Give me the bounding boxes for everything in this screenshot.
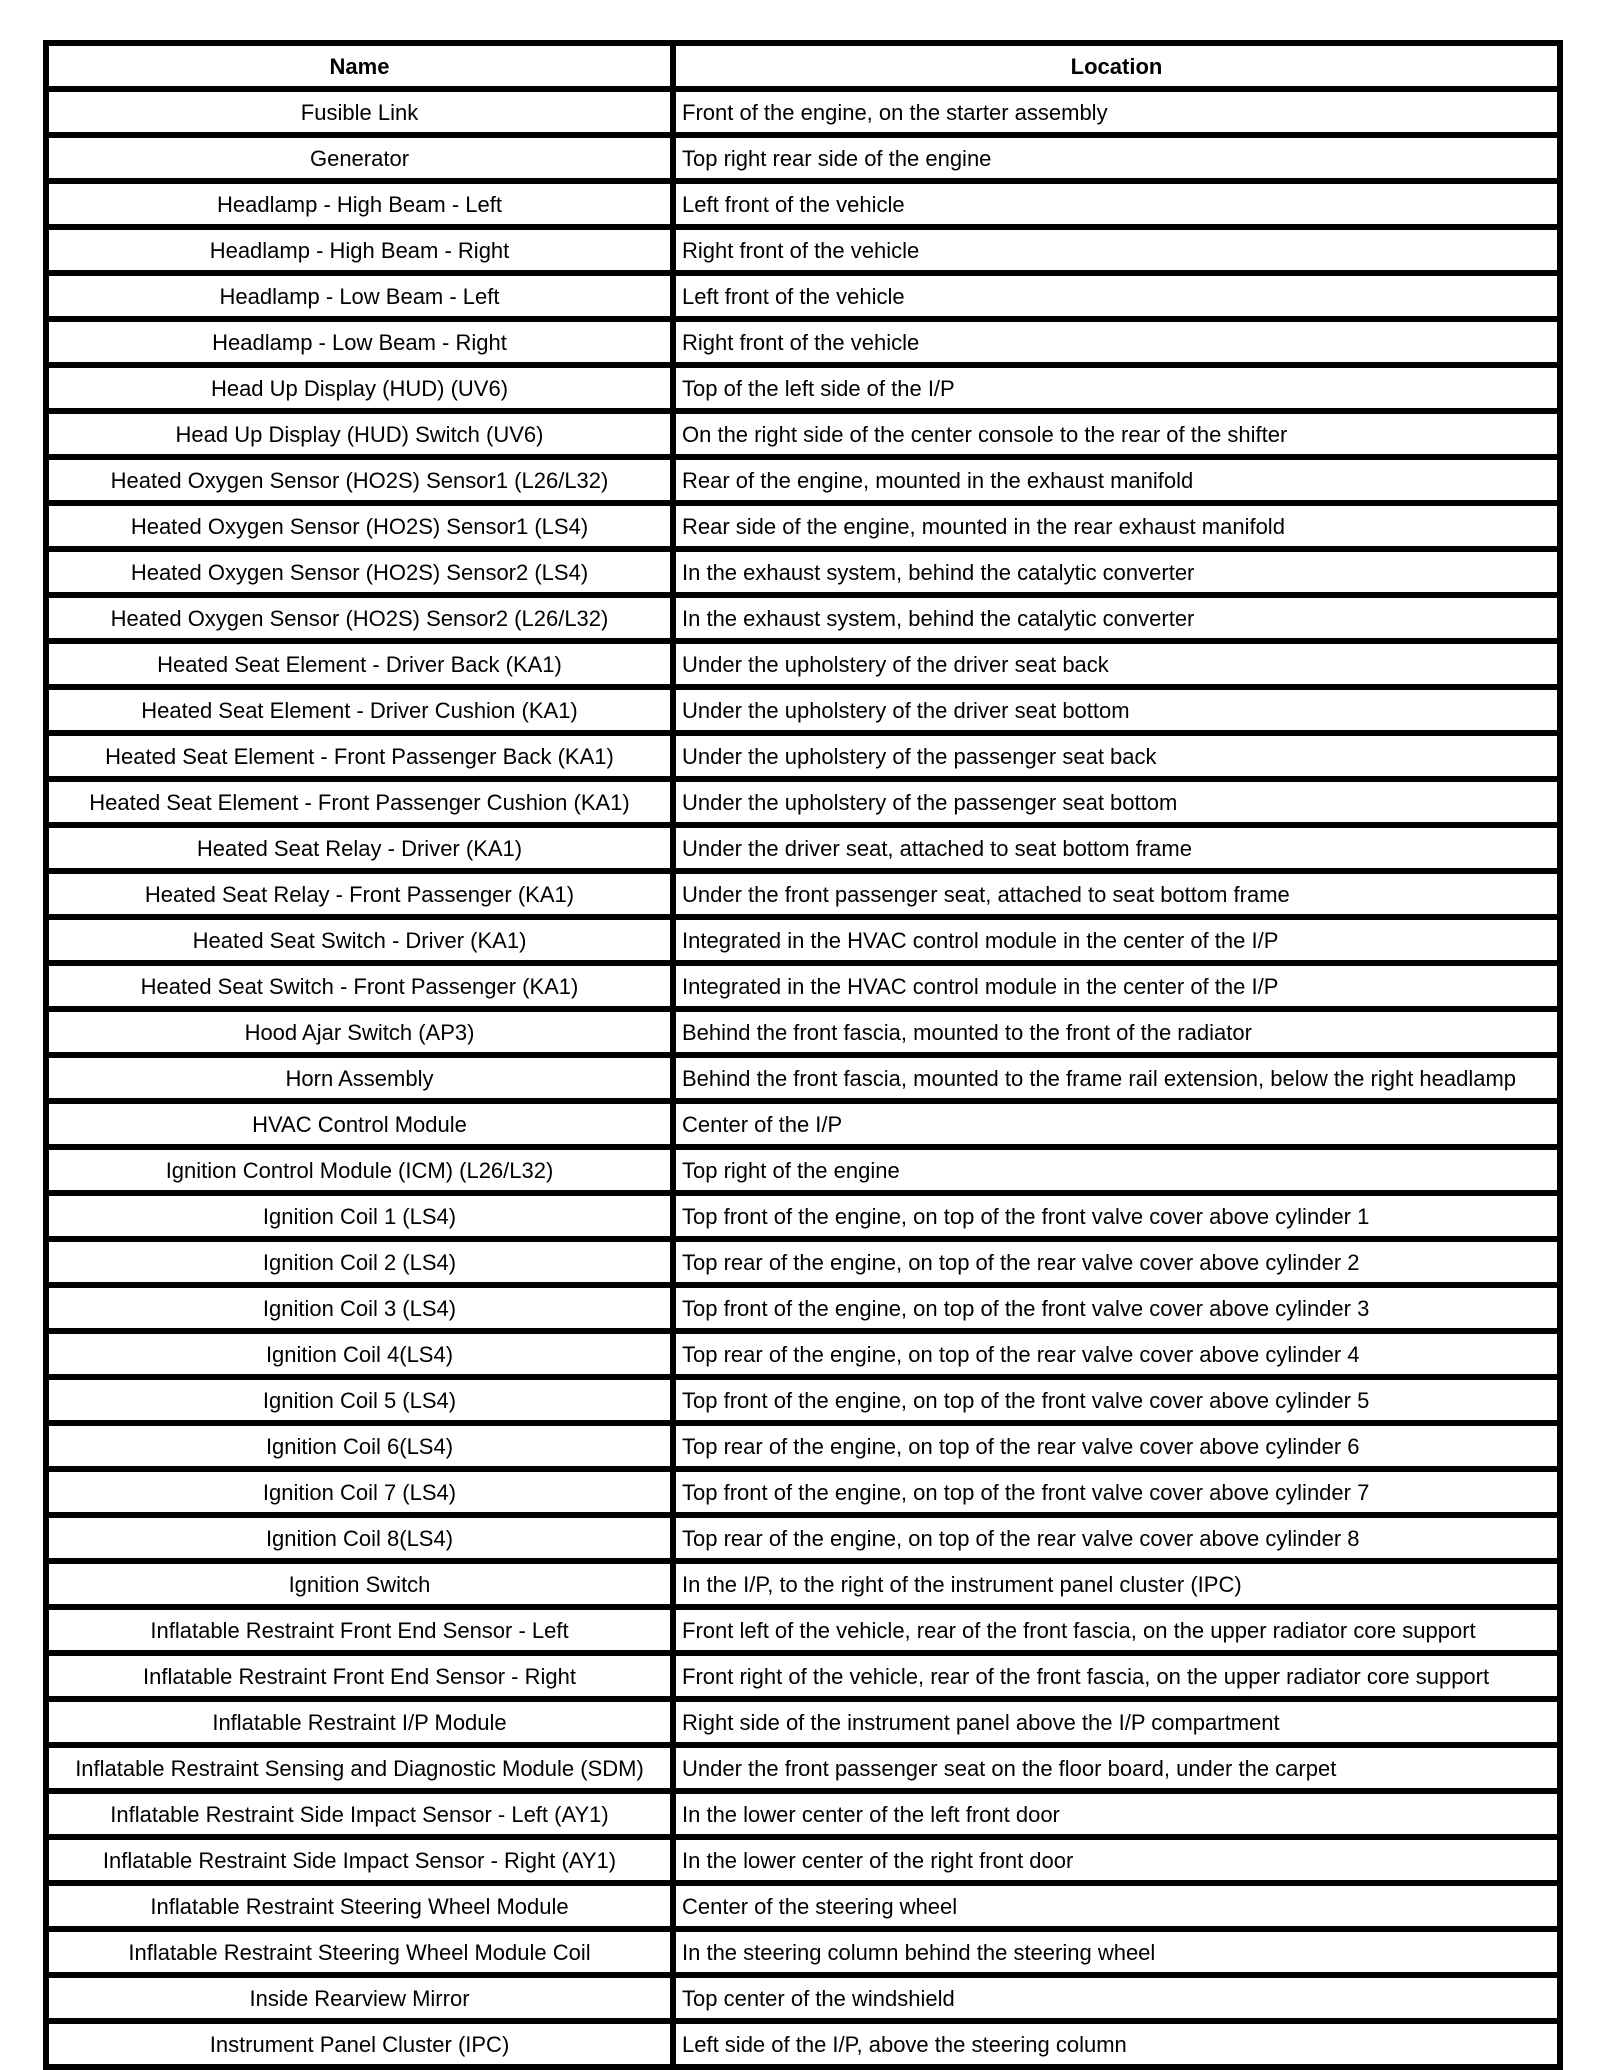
component-location-cell: Rear side of the engine, mounted in the rear exhaust manifold [673, 503, 1560, 549]
component-location-cell: Behind the front fascia, mounted to the front of the radiator [673, 1009, 1560, 1055]
component-name-cell: Headlamp - High Beam - Left [46, 181, 673, 227]
component-location-cell: Right front of the vehicle [673, 227, 1560, 273]
component-name-cell: Inflatable Restraint Steering Wheel Module [46, 1883, 673, 1929]
component-location-cell: Top rear of the engine, on top of the rear valve cover above cylinder 8 [673, 1515, 1560, 1561]
component-name-cell: Inside Rearview Mirror [46, 1975, 673, 2021]
component-name-cell: Ignition Switch [46, 1561, 673, 1607]
table-row [46, 135, 1560, 181]
component-location-cell: Left side of the I/P, above the steering column [673, 2021, 1560, 2067]
component-location-cell: In the steering column behind the steering wheel [673, 1929, 1560, 1975]
table-row [46, 457, 1560, 503]
component-location-cell: Under the upholstery of the passenger seat back [673, 733, 1560, 779]
component-name-cell: Fusible Link [46, 89, 673, 135]
table-row [46, 1975, 1560, 2021]
table-row [46, 503, 1560, 549]
component-location-cell: Rear of the engine, mounted in the exhaust manifold [673, 457, 1560, 503]
table-row [46, 595, 1560, 641]
component-name-cell: Generator [46, 135, 673, 181]
component-name-cell: Horn Assembly [46, 1055, 673, 1101]
header-cell-name: Name [46, 43, 673, 89]
table-row [46, 1009, 1560, 1055]
component-location-cell: Center of the steering wheel [673, 1883, 1560, 1929]
component-name-cell: Inflatable Restraint Side Impact Sensor - Left (AY1) [46, 1791, 673, 1837]
table-row [46, 227, 1560, 273]
table-row [46, 1837, 1560, 1883]
component-name-cell: Ignition Coil 3 (LS4) [46, 1285, 673, 1331]
header-cell-location: Location [673, 43, 1560, 89]
component-name-cell: Ignition Control Module (ICM) (L26/L32) [46, 1147, 673, 1193]
table-row [46, 917, 1560, 963]
component-location-cell: Top rear of the engine, on top of the rear valve cover above cylinder 4 [673, 1331, 1560, 1377]
table-row [46, 1423, 1560, 1469]
component-location-cell: In the lower center of the right front door [673, 1837, 1560, 1883]
component-location-cell: In the lower center of the left front door [673, 1791, 1560, 1837]
component-location-cell: Right front of the vehicle [673, 319, 1560, 365]
table-row [46, 963, 1560, 1009]
table-row [46, 733, 1560, 779]
component-location-cell: Center of the I/P [673, 1101, 1560, 1147]
component-name-cell: Ignition Coil 2 (LS4) [46, 1239, 673, 1285]
component-location-table [43, 40, 1563, 2070]
component-location-cell: Right side of the instrument panel above the I/P compartment [673, 1699, 1560, 1745]
component-name-cell: Inflatable Restraint I/P Module [46, 1699, 673, 1745]
component-location-cell: Top right rear side of the engine [673, 135, 1560, 181]
component-name-cell: Ignition Coil 5 (LS4) [46, 1377, 673, 1423]
component-location-cell: Front left of the vehicle, rear of the front fascia, on the upper radiator core support [673, 1607, 1560, 1653]
component-location-cell: Under the front passenger seat, attached to seat bottom frame [673, 871, 1560, 917]
table-row [46, 1607, 1560, 1653]
component-location-cell: Behind the front fascia, mounted to the frame rail extension, below the right headlamp [673, 1055, 1560, 1101]
table-row [46, 89, 1560, 135]
component-name-cell: Head Up Display (HUD) (UV6) [46, 365, 673, 411]
component-location-cell: Front of the engine, on the starter assembly [673, 89, 1560, 135]
component-name-cell: Ignition Coil 8(LS4) [46, 1515, 673, 1561]
component-name-cell: Inflatable Restraint Steering Wheel Module Coil [46, 1929, 673, 1975]
component-name-cell: Inflatable Restraint Sensing and Diagnostic Module (SDM) [46, 1745, 673, 1791]
component-name-cell: Headlamp - Low Beam - Left [46, 273, 673, 319]
table-row [46, 1515, 1560, 1561]
table-row [46, 1377, 1560, 1423]
component-name-cell: Inflatable Restraint Front End Sensor - Right [46, 1653, 673, 1699]
table-row [46, 2021, 1560, 2067]
table-row [46, 1791, 1560, 1837]
component-name-cell: Ignition Coil 6(LS4) [46, 1423, 673, 1469]
component-name-cell: Heated Oxygen Sensor (HO2S) Sensor1 (LS4) [46, 503, 673, 549]
component-name-cell: Ignition Coil 1 (LS4) [46, 1193, 673, 1239]
component-name-cell: Heated Seat Element - Front Passenger Back (KA1) [46, 733, 673, 779]
component-location-cell: Under the driver seat, attached to seat bottom frame [673, 825, 1560, 871]
component-location-cell: Integrated in the HVAC control module in the center of the I/P [673, 963, 1560, 1009]
table-row [46, 1331, 1560, 1377]
table-row [46, 687, 1560, 733]
component-name-cell: Headlamp - Low Beam - Right [46, 319, 673, 365]
table-row [46, 871, 1560, 917]
table-row [46, 1285, 1560, 1331]
component-location-cell: In the I/P, to the right of the instrument panel cluster (IPC) [673, 1561, 1560, 1607]
component-location-cell: Top center of the windshield [673, 1975, 1560, 2021]
component-location-cell: Under the upholstery of the driver seat back [673, 641, 1560, 687]
table-row [46, 181, 1560, 227]
component-name-cell: Inflatable Restraint Side Impact Sensor - Right (AY1) [46, 1837, 673, 1883]
component-name-cell: HVAC Control Module [46, 1101, 673, 1147]
component-name-cell: Ignition Coil 7 (LS4) [46, 1469, 673, 1515]
component-name-cell: Heated Seat Element - Driver Back (KA1) [46, 641, 673, 687]
component-location-cell: Under the upholstery of the driver seat bottom [673, 687, 1560, 733]
component-name-cell: Hood Ajar Switch (AP3) [46, 1009, 673, 1055]
component-name-cell: Heated Seat Relay - Front Passenger (KA1) [46, 871, 673, 917]
table-row [46, 1745, 1560, 1791]
table-row [46, 365, 1560, 411]
component-name-cell: Heated Seat Element - Front Passenger Cushion (KA1) [46, 779, 673, 825]
header-row [46, 43, 1560, 89]
component-location-cell: Top right of the engine [673, 1147, 1560, 1193]
table-row [46, 1883, 1560, 1929]
component-location-cell: Under the front passenger seat on the floor board, under the carpet [673, 1745, 1560, 1791]
table-row [46, 1239, 1560, 1285]
table-row [46, 779, 1560, 825]
component-location-cell: Under the upholstery of the passenger seat bottom [673, 779, 1560, 825]
component-name-cell: Heated Oxygen Sensor (HO2S) Sensor2 (LS4) [46, 549, 673, 595]
table-row [46, 1699, 1560, 1745]
table-row [46, 641, 1560, 687]
table-row [46, 1469, 1560, 1515]
component-location-cell: Integrated in the HVAC control module in the center of the I/P [673, 917, 1560, 963]
component-name-cell: Headlamp - High Beam - Right [46, 227, 673, 273]
table-row [46, 549, 1560, 595]
component-name-cell: Inflatable Restraint Front End Sensor - Left [46, 1607, 673, 1653]
component-name-cell: Heated Seat Switch - Driver (KA1) [46, 917, 673, 963]
table-row [46, 825, 1560, 871]
component-name-cell: Heated Seat Element - Driver Cushion (KA1) [46, 687, 673, 733]
table-row [46, 319, 1560, 365]
table-header [46, 43, 1560, 89]
component-location-cell: On the right side of the center console to the rear of the shifter [673, 411, 1560, 457]
component-location-cell: Top front of the engine, on top of the front valve cover above cylinder 3 [673, 1285, 1560, 1331]
table-row [46, 273, 1560, 319]
component-name-cell: Heated Seat Relay - Driver (KA1) [46, 825, 673, 871]
component-location-cell: Left front of the vehicle [673, 181, 1560, 227]
component-name-cell: Heated Oxygen Sensor (HO2S) Sensor1 (L26/L32) [46, 457, 673, 503]
table-row [46, 1147, 1560, 1193]
component-name-cell: Heated Oxygen Sensor (HO2S) Sensor2 (L26/L32) [46, 595, 673, 641]
component-name-cell: Heated Seat Switch - Front Passenger (KA1) [46, 963, 673, 1009]
table-row [46, 1929, 1560, 1975]
table-row [46, 1055, 1560, 1101]
component-location-cell: Top rear of the engine, on top of the rear valve cover above cylinder 6 [673, 1423, 1560, 1469]
table-row [46, 1101, 1560, 1147]
component-location-cell: Left front of the vehicle [673, 273, 1560, 319]
component-location-cell: Front right of the vehicle, rear of the front fascia, on the upper radiator core support [673, 1653, 1560, 1699]
component-location-cell: In the exhaust system, behind the catalytic converter [673, 549, 1560, 595]
component-location-cell: Top of the left side of the I/P [673, 365, 1560, 411]
component-name-cell: Head Up Display (HUD) Switch (UV6) [46, 411, 673, 457]
table-row [46, 1561, 1560, 1607]
table-row [46, 411, 1560, 457]
component-location-cell: In the exhaust system, behind the catalytic converter [673, 595, 1560, 641]
component-name-cell: Ignition Coil 4(LS4) [46, 1331, 673, 1377]
table-body [46, 89, 1560, 2067]
component-location-cell: Top rear of the engine, on top of the rear valve cover above cylinder 2 [673, 1239, 1560, 1285]
component-location-cell: Top front of the engine, on top of the front valve cover above cylinder 7 [673, 1469, 1560, 1515]
component-location-cell: Top front of the engine, on top of the front valve cover above cylinder 5 [673, 1377, 1560, 1423]
table-row [46, 1193, 1560, 1239]
component-location-cell: Top front of the engine, on top of the front valve cover above cylinder 1 [673, 1193, 1560, 1239]
component-name-cell: Instrument Panel Cluster (IPC) [46, 2021, 673, 2067]
table-row [46, 1653, 1560, 1699]
